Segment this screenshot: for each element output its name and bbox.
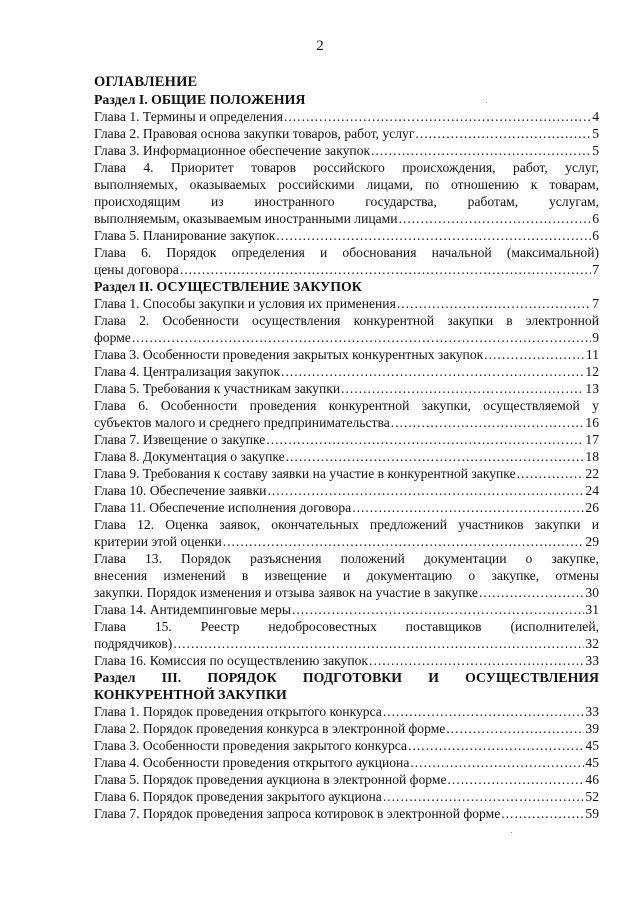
toc-entry[interactable] bbox=[94, 499, 599, 516]
entry-text-line: Глава 2. Правовая основа закупки товаров, работ, услуг bbox=[94, 126, 415, 141]
entry-text-line: Глава 11. Обеспечение исполнения договора bbox=[94, 500, 352, 515]
toc-entry[interactable] bbox=[94, 482, 599, 499]
entry-text-line: выполняемым, оказываемым иностранными лицами bbox=[94, 211, 398, 226]
dot-leader bbox=[408, 737, 584, 754]
dot-leader bbox=[391, 414, 585, 431]
dot-leader bbox=[517, 465, 585, 482]
entry-text-line: выполняемых, оказываемых российскими лицами, по отношению к товарам, bbox=[94, 177, 599, 192]
entry-text-line: Глава 3. Особенности проведения закрытых конкурентных закупок bbox=[94, 347, 484, 362]
page-ref: 13 bbox=[585, 381, 599, 396]
toc-entry[interactable] bbox=[94, 771, 599, 788]
dot-leader bbox=[286, 448, 585, 465]
page-ref: 46 bbox=[585, 772, 599, 787]
toc-entry[interactable] bbox=[94, 431, 599, 448]
dot-leader bbox=[223, 533, 585, 550]
dot-leader bbox=[173, 635, 584, 652]
dot-leader bbox=[281, 363, 584, 380]
toc-entry[interactable] bbox=[94, 550, 599, 601]
page-ref: 4 bbox=[592, 109, 599, 124]
entry-text-line: Глава 7. Извещение о закупке bbox=[94, 432, 266, 447]
dot-leader bbox=[266, 431, 584, 448]
entry-text-line: Глава 5. Порядок проведения аукциона в электронной форме bbox=[94, 772, 447, 787]
dot-leader bbox=[479, 584, 584, 601]
toc-entry[interactable] bbox=[94, 125, 599, 142]
entry-text-line: Глава 9. Требования к составу заявки на участие в конкурентной закупке bbox=[94, 466, 516, 481]
page-ref: 45 bbox=[585, 755, 599, 770]
entry-text-line: внесения изменений в извещение и документацию о закупке, отмены bbox=[94, 568, 599, 583]
toc-entry[interactable] bbox=[94, 652, 599, 669]
toc-entry[interactable] bbox=[94, 346, 599, 363]
toc-body bbox=[94, 91, 599, 822]
toc-title: ОГЛАВЛЕНИЕ bbox=[94, 74, 198, 90]
toc-entry[interactable] bbox=[94, 703, 599, 720]
page-number: 2 bbox=[316, 38, 324, 54]
dot-leader bbox=[448, 771, 585, 788]
dot-leader bbox=[284, 108, 591, 125]
entry-text-line: Глава 4. Приоритет товаров российского происхождения, работ, услуг, bbox=[94, 160, 599, 175]
page-ref: 24 bbox=[585, 483, 599, 498]
dot-leader bbox=[276, 227, 591, 244]
page-ref: 33 bbox=[585, 653, 599, 668]
entry-text-line: Глава 10. Обеспечение заявки bbox=[94, 483, 267, 498]
toc-entry[interactable] bbox=[94, 312, 599, 346]
page-ref: 5 bbox=[592, 143, 599, 158]
page-ref: 16 bbox=[585, 415, 599, 430]
toc-entry[interactable] bbox=[94, 363, 599, 380]
toc-entry[interactable] bbox=[94, 227, 599, 244]
toc-entry[interactable] bbox=[94, 397, 599, 431]
dot-leader bbox=[292, 601, 584, 618]
toc-entry[interactable] bbox=[94, 448, 599, 465]
dot-leader bbox=[415, 125, 591, 142]
entry-text-line: закупки. Порядок изменения и отзыва заявок на участие в закупке bbox=[94, 585, 478, 600]
page-ref: 39 bbox=[585, 721, 599, 736]
entry-text-line: Глава 6. Порядок проведения закрытого аукциона bbox=[94, 789, 382, 804]
toc-entry[interactable] bbox=[94, 159, 599, 227]
dot-leader bbox=[371, 142, 591, 159]
entry-text-line: Глава 16. Комиссия по осуществлению закупок bbox=[94, 653, 369, 668]
entry-text-line: Глава 1. Термины и определения bbox=[94, 109, 283, 124]
entry-text-line: Глава 3. Особенности проведения закрытого конкурса bbox=[94, 738, 408, 753]
entry-text-line: Глава 2. Порядок проведения конкурса в электронной форме bbox=[94, 721, 446, 736]
entry-text-line: Глава 6. Особенности проведения конкурентной закупки, осуществляемой у bbox=[94, 398, 599, 413]
page-ref: 5 bbox=[592, 126, 599, 141]
page-ref: 52 bbox=[585, 789, 599, 804]
dot-leader bbox=[410, 754, 584, 771]
entry-text-line: подрядчиков) bbox=[94, 636, 173, 651]
toc-entry[interactable] bbox=[94, 516, 599, 550]
entry-text-line: Глава 15. Реестр недобросовестных поставщиков (исполнителей, bbox=[94, 619, 599, 634]
page-ref: 33 bbox=[585, 704, 599, 719]
dot-leader bbox=[341, 380, 584, 397]
dot-leader bbox=[383, 703, 585, 720]
table-of-contents bbox=[94, 74, 599, 822]
page-ref: 26 bbox=[585, 500, 599, 515]
toc-entry[interactable] bbox=[94, 108, 599, 125]
entry-text-line: Глава 14. Антидемпинговые меры bbox=[94, 602, 291, 617]
page-ref: 11 bbox=[585, 347, 599, 362]
page-ref: 17 bbox=[585, 432, 599, 447]
page-ref: 7 bbox=[592, 262, 599, 277]
dot-leader bbox=[352, 499, 584, 516]
toc-entry[interactable] bbox=[94, 295, 599, 312]
page-ref: 9 bbox=[592, 330, 599, 345]
entry-text-line: субъектов малого и среднего предпринимательства bbox=[94, 415, 390, 430]
toc-entry[interactable] bbox=[94, 788, 599, 805]
page-ref: 45 bbox=[585, 738, 599, 753]
entry-text-line: Глава 6. Порядок определения и обоснования начальной (максимальной) bbox=[94, 245, 599, 260]
dot-leader bbox=[397, 295, 591, 312]
entry-text-line: Глава 12. Оценка заявок, окончательных предложений участников закупки и bbox=[94, 517, 599, 532]
dot-leader bbox=[399, 210, 592, 227]
entry-text-line: Глава 5. Требования к участникам закупки bbox=[94, 381, 341, 396]
toc-entry[interactable] bbox=[94, 720, 599, 737]
toc-entry[interactable] bbox=[94, 618, 599, 652]
page-ref: 18 bbox=[585, 449, 599, 464]
page-ref: 32 bbox=[585, 636, 599, 651]
dot-leader bbox=[267, 482, 584, 499]
entry-text-line: Глава 4. Особенности проведения открытого аукциона bbox=[94, 755, 410, 770]
page-ref: 22 bbox=[585, 466, 599, 481]
toc-entry[interactable] bbox=[94, 244, 599, 278]
scan-speck bbox=[511, 832, 512, 833]
dot-leader bbox=[446, 720, 584, 737]
entry-text-line: форме bbox=[94, 330, 131, 345]
page-ref: 30 bbox=[585, 585, 599, 600]
scan-speck bbox=[486, 102, 487, 103]
toc-entry[interactable] bbox=[94, 142, 599, 159]
entry-text-line: Глава 7. Порядок проведения запроса котировок в электронной форме bbox=[94, 806, 501, 821]
entry-text-line: Глава 4. Централизация закупок bbox=[94, 364, 281, 379]
dot-leader bbox=[383, 788, 585, 805]
toc-entry[interactable] bbox=[94, 380, 599, 397]
dot-leader bbox=[132, 329, 591, 346]
toc-entry[interactable] bbox=[94, 465, 599, 482]
dot-leader bbox=[501, 805, 584, 822]
section-title: Раздел II. ОСУЩЕСТВЛЕНИЕ ЗАКУПОК bbox=[94, 279, 362, 294]
entry-text-line: цены договора bbox=[94, 262, 179, 277]
page-ref: 6 bbox=[592, 211, 599, 226]
entry-text-line: Глава 8. Документация о закупке bbox=[94, 449, 285, 464]
page-ref: 12 bbox=[585, 364, 599, 379]
toc-entry[interactable] bbox=[94, 601, 599, 618]
page-ref: 31 bbox=[585, 602, 599, 617]
entry-text-line: Глава 1. Способы закупки и условия их применения bbox=[94, 296, 396, 311]
dot-leader bbox=[484, 346, 585, 363]
entry-text-line: Глава 1. Порядок проведения открытого конкурса bbox=[94, 704, 382, 719]
entry-text-line: критерии этой оценки bbox=[94, 534, 222, 549]
toc-entry[interactable] bbox=[94, 805, 599, 822]
page-ref: 29 bbox=[585, 534, 599, 549]
entry-text-line: Глава 2. Особенности осуществления конкурентной закупки в электронной bbox=[94, 313, 599, 328]
section-title: Раздел III. ПОРЯДОК ПОДГОТОВКИ И ОСУЩЕСТВЛЕНИЯ КОНКУРЕНТНОЙ ЗАКУПКИ bbox=[94, 670, 599, 702]
toc-entry[interactable] bbox=[94, 737, 599, 754]
toc-entry[interactable] bbox=[94, 754, 599, 771]
entry-text-line: Глава 5. Планирование закупок bbox=[94, 228, 276, 243]
entry-text-line: Глава 3. Информационное обеспечение закупок bbox=[94, 143, 371, 158]
entry-text-line: Глава 13. Порядок разъяснения положений документации о закупке, bbox=[94, 551, 599, 566]
dot-leader bbox=[369, 652, 584, 669]
page-ref: 7 bbox=[592, 296, 599, 311]
dot-leader bbox=[180, 261, 591, 278]
page-ref: 6 bbox=[592, 228, 599, 243]
page-ref: 59 bbox=[585, 806, 599, 821]
entry-text-line: происходящим из иностранного государства, работам, услугам, bbox=[94, 194, 599, 209]
section-title: Раздел I. ОБЩИЕ ПОЛОЖЕНИЯ bbox=[94, 92, 306, 107]
